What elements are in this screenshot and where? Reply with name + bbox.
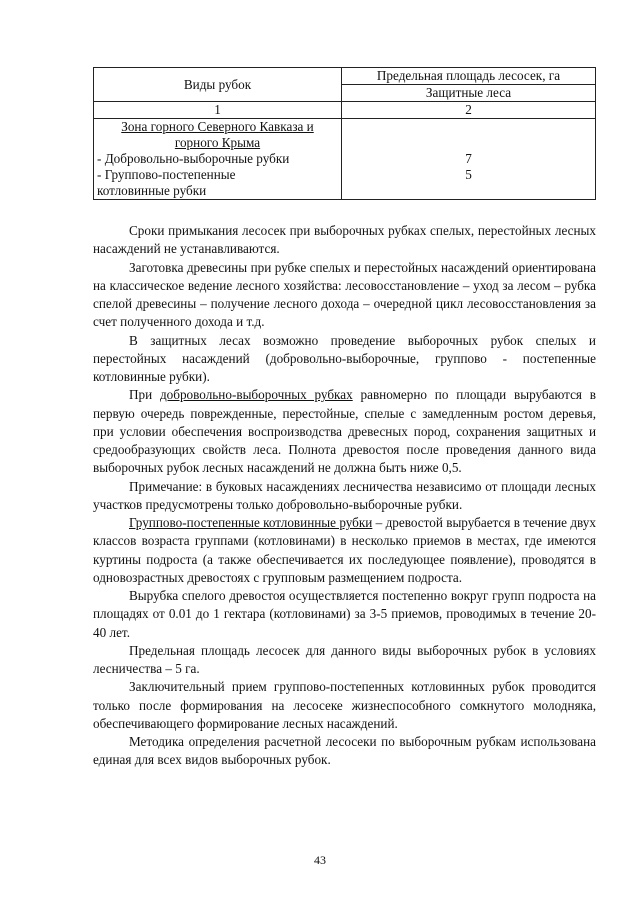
group-gradual-term: Группово-постепенные котловинные рубки bbox=[129, 515, 373, 530]
table-row bbox=[94, 119, 596, 200]
paragraph-max-area: Предельная площадь лесосек для данного виды выборочных рубок в условиях лесничества – 5 га. bbox=[93, 642, 596, 676]
body-text bbox=[93, 222, 596, 770]
paragraph-adjacency: Сроки примыкания лесосек при выборочных рубках спелых, перестойных лесных насаждений не устанавливаются. bbox=[93, 223, 596, 257]
table-header-row bbox=[94, 68, 596, 85]
paragraph-group-gradual bbox=[93, 514, 596, 587]
paragraph-felling: Вырубка спелого древостоя осуществляется постепенно вокруг групп подроста на площадях от 0.01 до 1 гектара (котловинами) за 3-5 приемов, проводимых в течение 20-40 лет. bbox=[93, 588, 596, 640]
paragraph-final-stage: Заключительный прием группово-постепенных котловинных рубок проводится только после формирования на лесосеке жизнеспособного сомкнутого молодняка, обеспечивающего формирование лесных насаждений. bbox=[93, 679, 596, 731]
cutting-types-cell bbox=[94, 119, 342, 200]
table-number-row bbox=[94, 102, 596, 119]
selective-term: добровольно-выборочных рубках bbox=[159, 387, 353, 403]
column-number-2: 2 bbox=[342, 102, 596, 119]
column-number-1: 1 bbox=[94, 102, 342, 119]
item-group-gradual-cutting: - Группово-постепенные bbox=[97, 167, 236, 182]
paragraph-protective-forests: В защитных лесах возможно проведение выборочных рубок спелых и перестойных насаждений (добровольно-выборочные, группово - постепенные котловинные рубки). bbox=[93, 332, 596, 384]
selective-rest: равномерно по площади вырубаются в первую очередь поврежденные, перестойные, спелые с замедленным ростом деревья, при условии обеспечения воспроизводства древесных пород, сохранения защитных и средообразующих свойств леса. Полнота древостоя после проведения данного вида выборочных рубок лесных насаждений не должна быть ниже 0,5. bbox=[93, 387, 596, 476]
paragraph-note: Примечание: в буковых насаждениях лесничества независимо от площади лесных участков предусмотрены только добровольно-выборочные рубки. bbox=[93, 478, 596, 512]
paragraph-harvesting: Заготовка древесины при рубке спелых и перестойных насаждений ориентирована на классическое ведение лесного хозяйства: лесовосстановление – уход за лесом – рубка спелой древесины – получение лесного дохода – очередной цикл лесовосстановления за счет полученного дохода и т.д. bbox=[93, 259, 596, 330]
paragraph-selective-cutting bbox=[93, 386, 596, 477]
item-group-gradual-cutting-cont: котловинные рубки bbox=[97, 183, 207, 198]
paragraph-methodology: Методика определения расчетной лесосеки по выборочным рубкам использована единая для всех видов выборочных рубок. bbox=[93, 734, 596, 768]
zone-title-line1: Зона горного Северного Кавказа и bbox=[121, 119, 314, 134]
selective-pre: При bbox=[129, 387, 160, 403]
header-max-area: Предельная площадь лесосек, га bbox=[342, 68, 596, 85]
item-selective-cutting: - Добровольно-выборочные рубки bbox=[97, 151, 290, 166]
header-protective-forests: Защитные леса bbox=[342, 85, 596, 102]
group-gradual-rest: – древостой вырубается в течение двух классов возраста группами (котловинами) в несколько приемов в местах, где имеются куртины подроста (а также обеспечивается их последующее появление), проводятся в одновозрастных древостоях с групповым размещением подроста. bbox=[93, 515, 596, 585]
area-values-cell bbox=[342, 119, 596, 200]
zone-title-line2: горного Крыма bbox=[174, 135, 261, 150]
cutting-limits-table bbox=[93, 67, 596, 200]
page-number: 43 bbox=[314, 853, 326, 867]
header-cutting-types: Виды рубок bbox=[94, 68, 342, 102]
value-group-gradual-cutting: 5 bbox=[465, 167, 472, 182]
value-selective-cutting: 7 bbox=[465, 151, 472, 166]
